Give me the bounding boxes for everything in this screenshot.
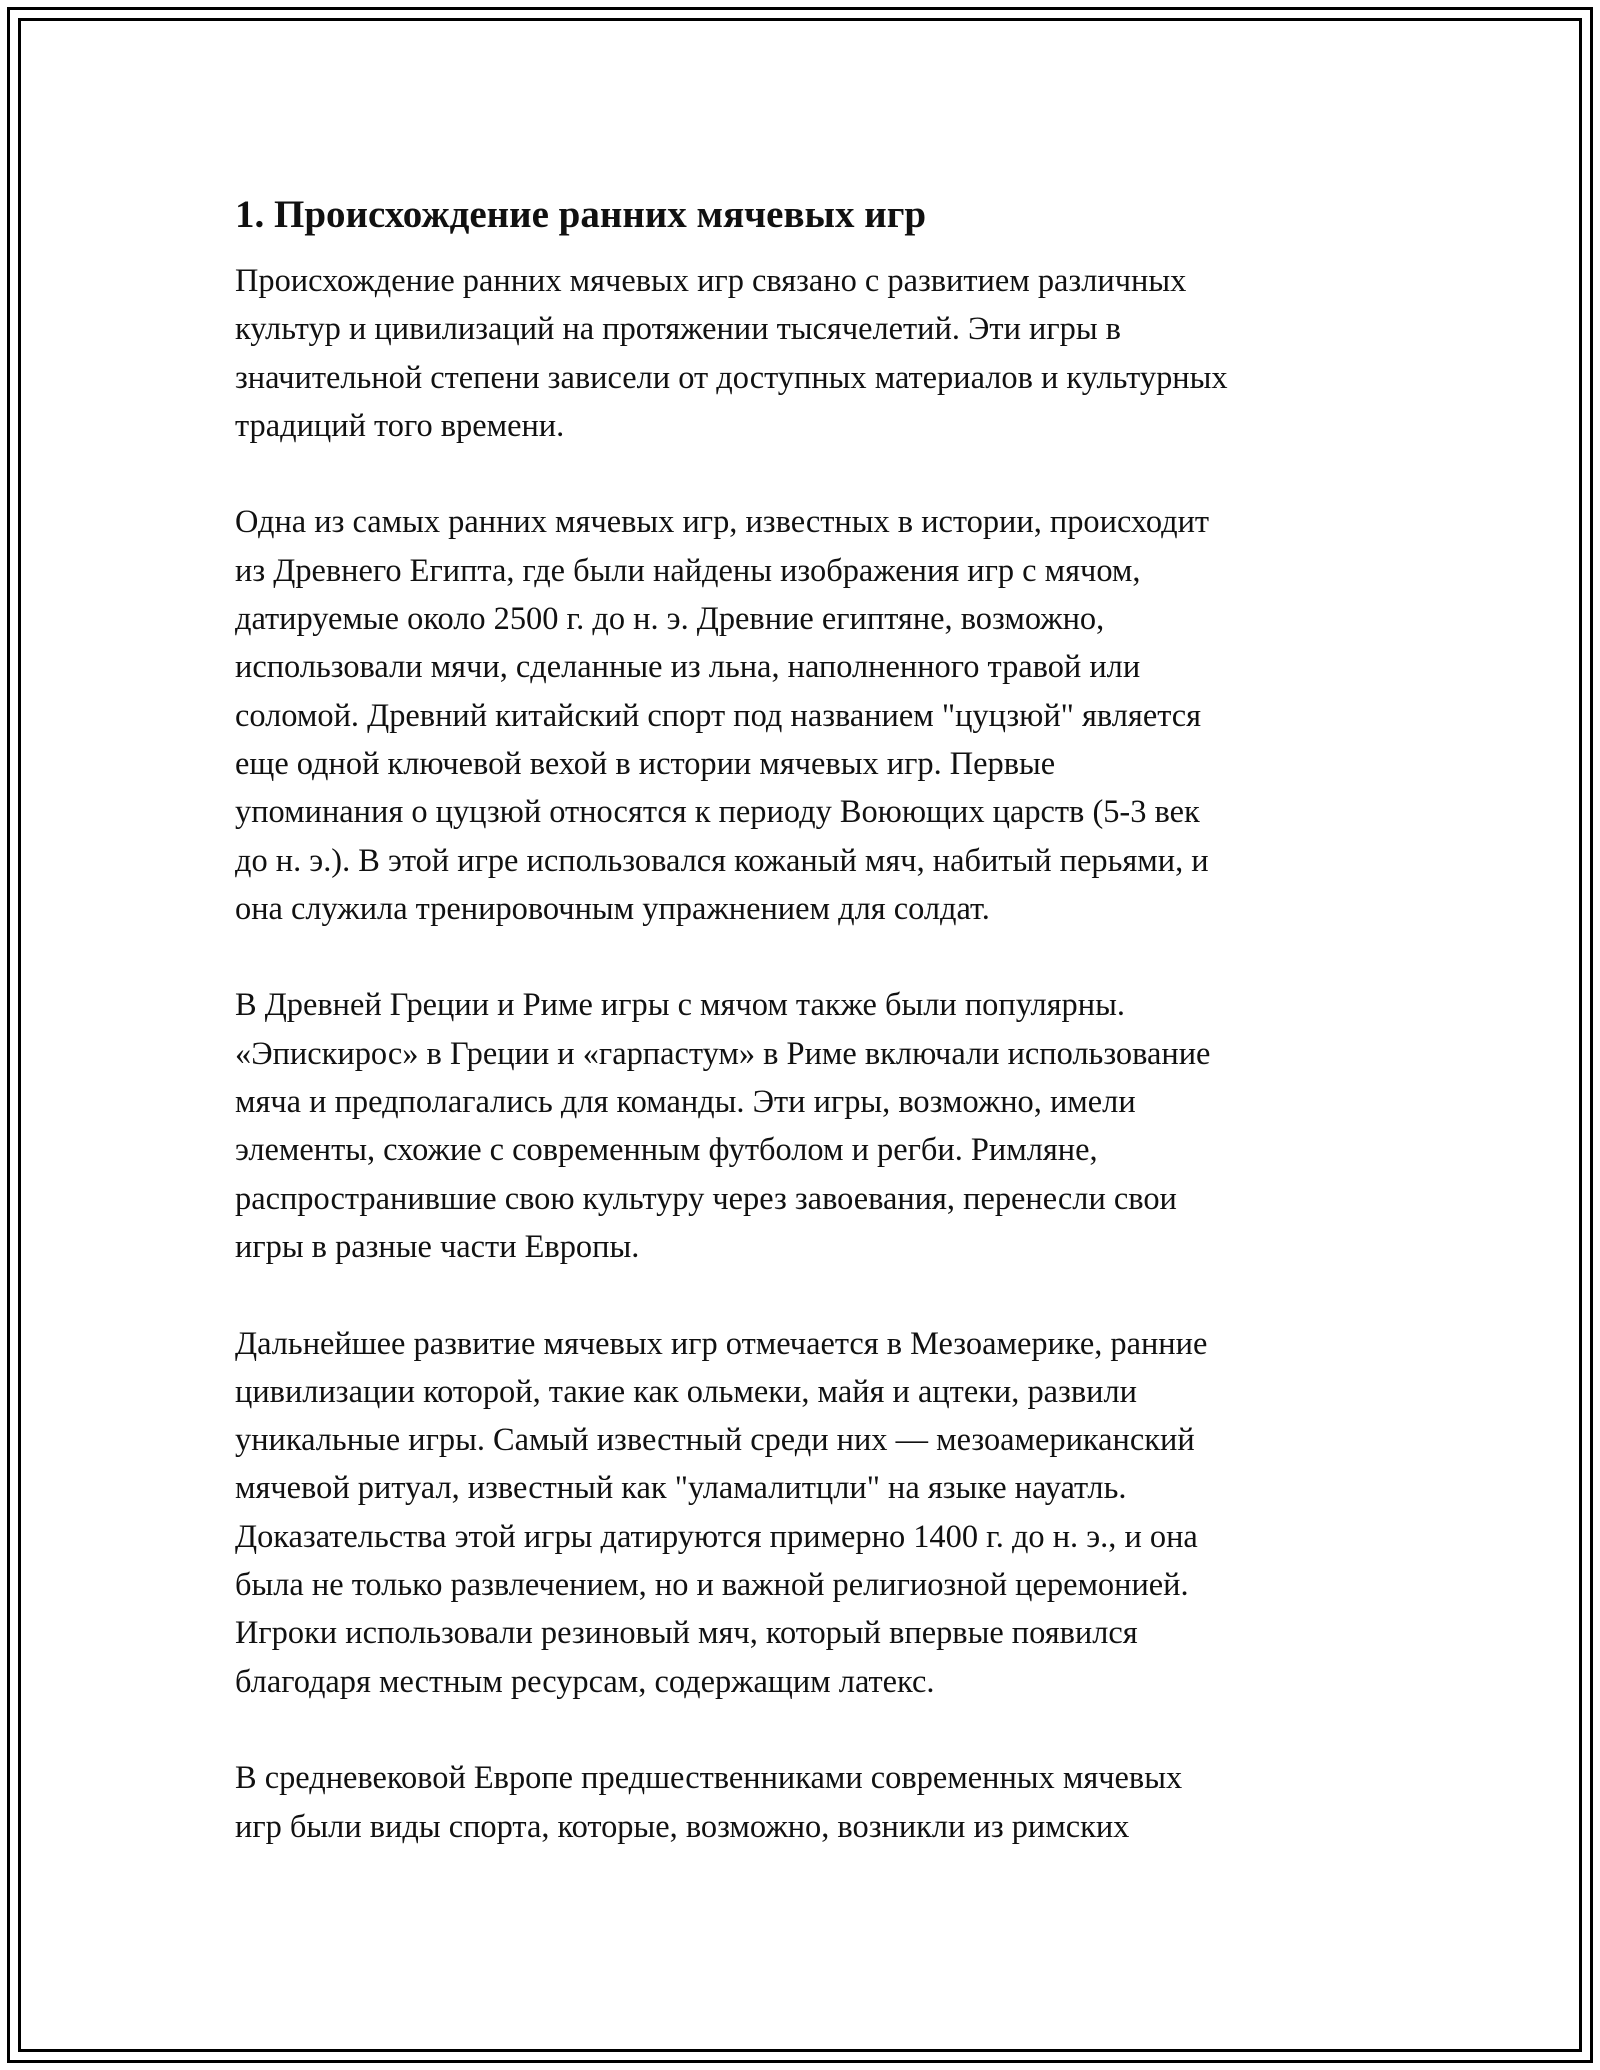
section-heading: 1. Происхождение ранних мячевых игр [235, 193, 927, 236]
paragraph-4: Дальнейшее развитие мячевых игр отмечается в Мезоамерике, ранние цивилизации которой, такие как ольмеки, майя и ацтеки, развили уникальные игры. Самый известный среди них — мезоамериканский мячевой ритуал, известный как "уламалитцли" на языке науатль. Доказательства этой игры датируются примерно 1400 г. до н. э., и она была не только развлечением, но и важной религиозной церемонией. Игроки использовали резиновый мяч, который впервые появился благодаря местным ресурсам, содержащим латекс. [235, 1325, 1208, 1700]
paragraph-5: В средневековой Европе предшественниками современных мячевых игр были виды спорта, которые, возможно, возникли из римских [235, 1760, 1183, 1845]
paragraph-2: Одна из самых ранних мячевых игр, известных в истории, происходит из Древнего Египта, где были найдены изображения игр с мячом, датируемые около 2500 г. до н. э. Древние египтяне, возможно, использовали мячи, сделанные из льна, наполненного травой или соломой. Древний китайский спорт под названием "цуцзюй" является еще одной ключевой вехой в истории мячевых игр. Первые упоминания о цуцзюй относятся к периоду Воюющих царств (5-3 век до н. э.). В этой игре использовался кожаный мяч, набитый перьями, и она служила тренировочным упражнением для солдат. [235, 504, 1210, 927]
paragraph-3: В Древней Греции и Риме игры с мячом также были популярны. «Эпискирос» в Греции и «гарпастум» в Риме включали использование мяча и предполагались для команды. Эти игры, возможно, имели элементы, схожие с современным футболом и регби. Римляне, распространившие свою культуру через завоевания, перенесли свои игры в разные части Европы. [235, 987, 1211, 1265]
document-body [235, 186, 1415, 1899]
paragraph-1: Происхождение ранних мячевых игр связано с развитием различных культур и цивилизаций на протяжении тысячелетий. Эти игры в значительной степени зависели от доступных материалов и культурных традиций того времени. [235, 263, 1228, 444]
